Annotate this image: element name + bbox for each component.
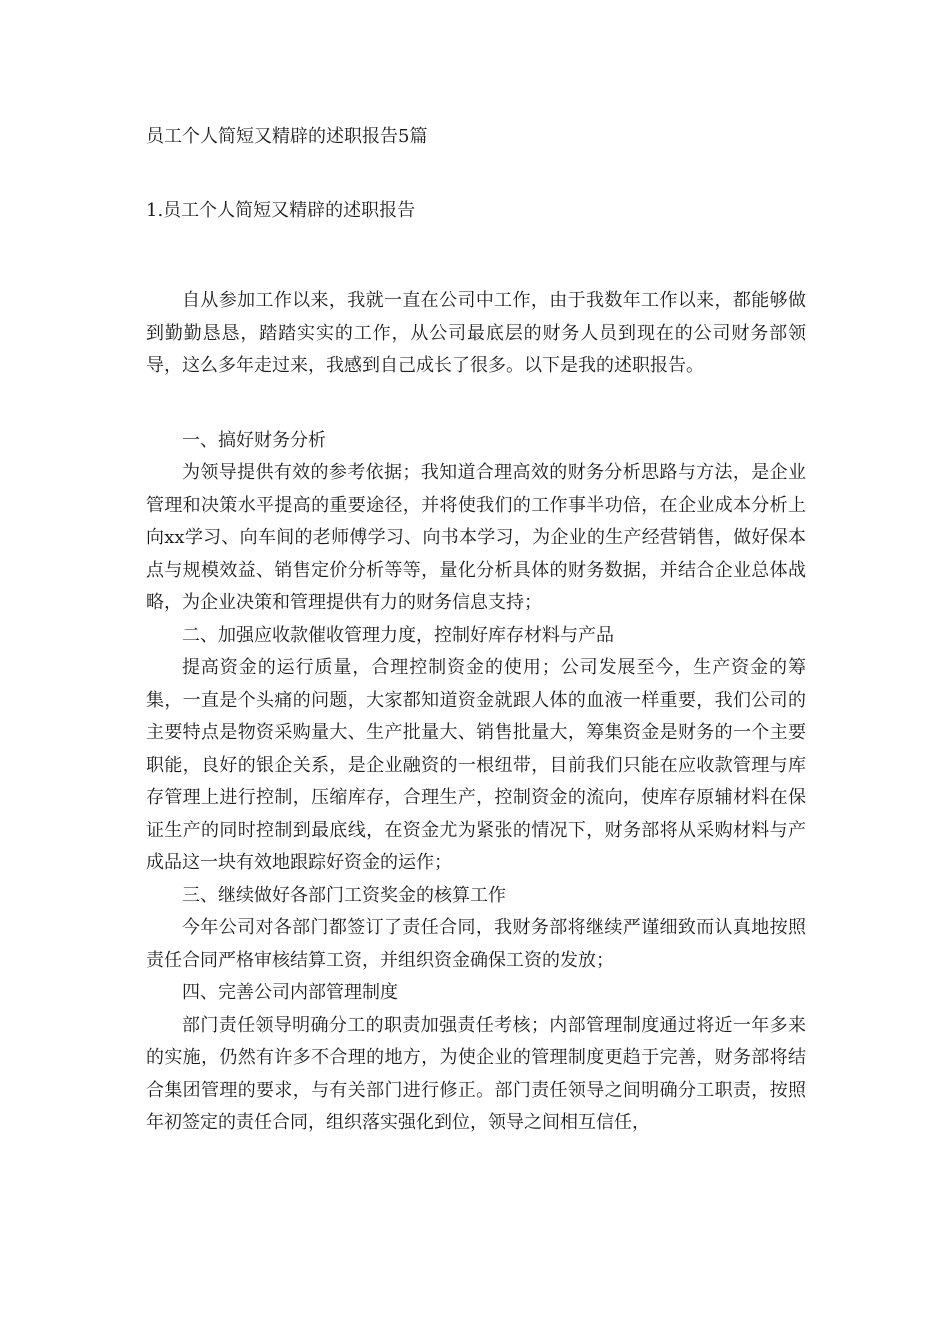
heading-payroll: 三、继续做好各部门工资奖金的核算工作 xyxy=(182,884,506,906)
document-title: 员工个人简短又精辟的述职报告5篇 xyxy=(146,126,428,147)
paragraph-payroll: 今年公司对各部门都签订了责任合同，我财务部将继续严谨细致而认真地按照责任合同严格审核结算工资，并组织资金确保工资的发放； xyxy=(146,917,806,971)
section-title: 1.员工个人简短又精辟的述职报告 xyxy=(146,200,416,221)
section-spacer xyxy=(146,383,806,425)
paragraph-internal-management: 部门责任领导明确分工的职责加强责任考核；内部管理制度通过将近一年多来的实施，仍然有许多不合理的地方，为使企业的管理制度更趋于完善，财务部将结合集团管理的要求，与有关部门进行修正。部门责任领导之间明确分工职责，按照年初签定的责任合同，组织落实强化到位，领导之间相互信任， xyxy=(146,1014,806,1133)
heading-receivables: 二、加强应收款催收管理力度，控制好库存材料与产品 xyxy=(182,624,614,646)
heading-financial-analysis: 一、搞好财务分析 xyxy=(182,429,326,451)
intro-block xyxy=(146,285,806,383)
body-content xyxy=(146,425,806,1140)
paragraph-receivables: 提高资金的运行质量，合理控制资金的使用；公司发展至今，生产资金的筹集，一直是个头痛的问题，大家都知道资金就跟人体的血液一样重要，我们公司的主要特点是物资采购量大、生产批量大、销售批量大，筹集资金是财务的一个主要职能，良好的银企关系，是企业融资的一根纽带，目前我们只能在应收款管理与库存管理上进行控制，压缩库存，合理生产，控制资金的流向，使库存原辅材料在保证生产的同时控制到最底线，在资金尤为紧张的情况下，财务部将从采购材料与产成品这一块有效地跟踪好资金的运作； xyxy=(146,657,806,873)
intro-paragraph: 自从参加工作以来，我就一直在公司中工作，由于我数年工作以来，都能够做到勤勤恳恳，踏踏实实的工作，从公司最底层的财务人员到现在的公司财务部领导，这么多年走过来，我感到自己成长了很多。以下是我的述职报告。 xyxy=(146,290,806,376)
paragraph-financial-analysis: 为领导提供有效的参考依据；我知道合理高效的财务分析思路与方法，是企业管理和决策水平提高的重要途径，并将使我们的工作事半功倍，在企业成本分析上向xx学习、向车间的老师傅学习、向书本学习，为企业的生产经营销售，做好保本点与规模效益、销售定价分析等等，量化分析具体的财务数据，并结合企业总体战略，为企业决策和管理提供有力的财务信息支持； xyxy=(146,462,806,613)
heading-internal-management: 四、完善公司内部管理制度 xyxy=(182,982,398,1003)
document-page xyxy=(146,122,806,1140)
